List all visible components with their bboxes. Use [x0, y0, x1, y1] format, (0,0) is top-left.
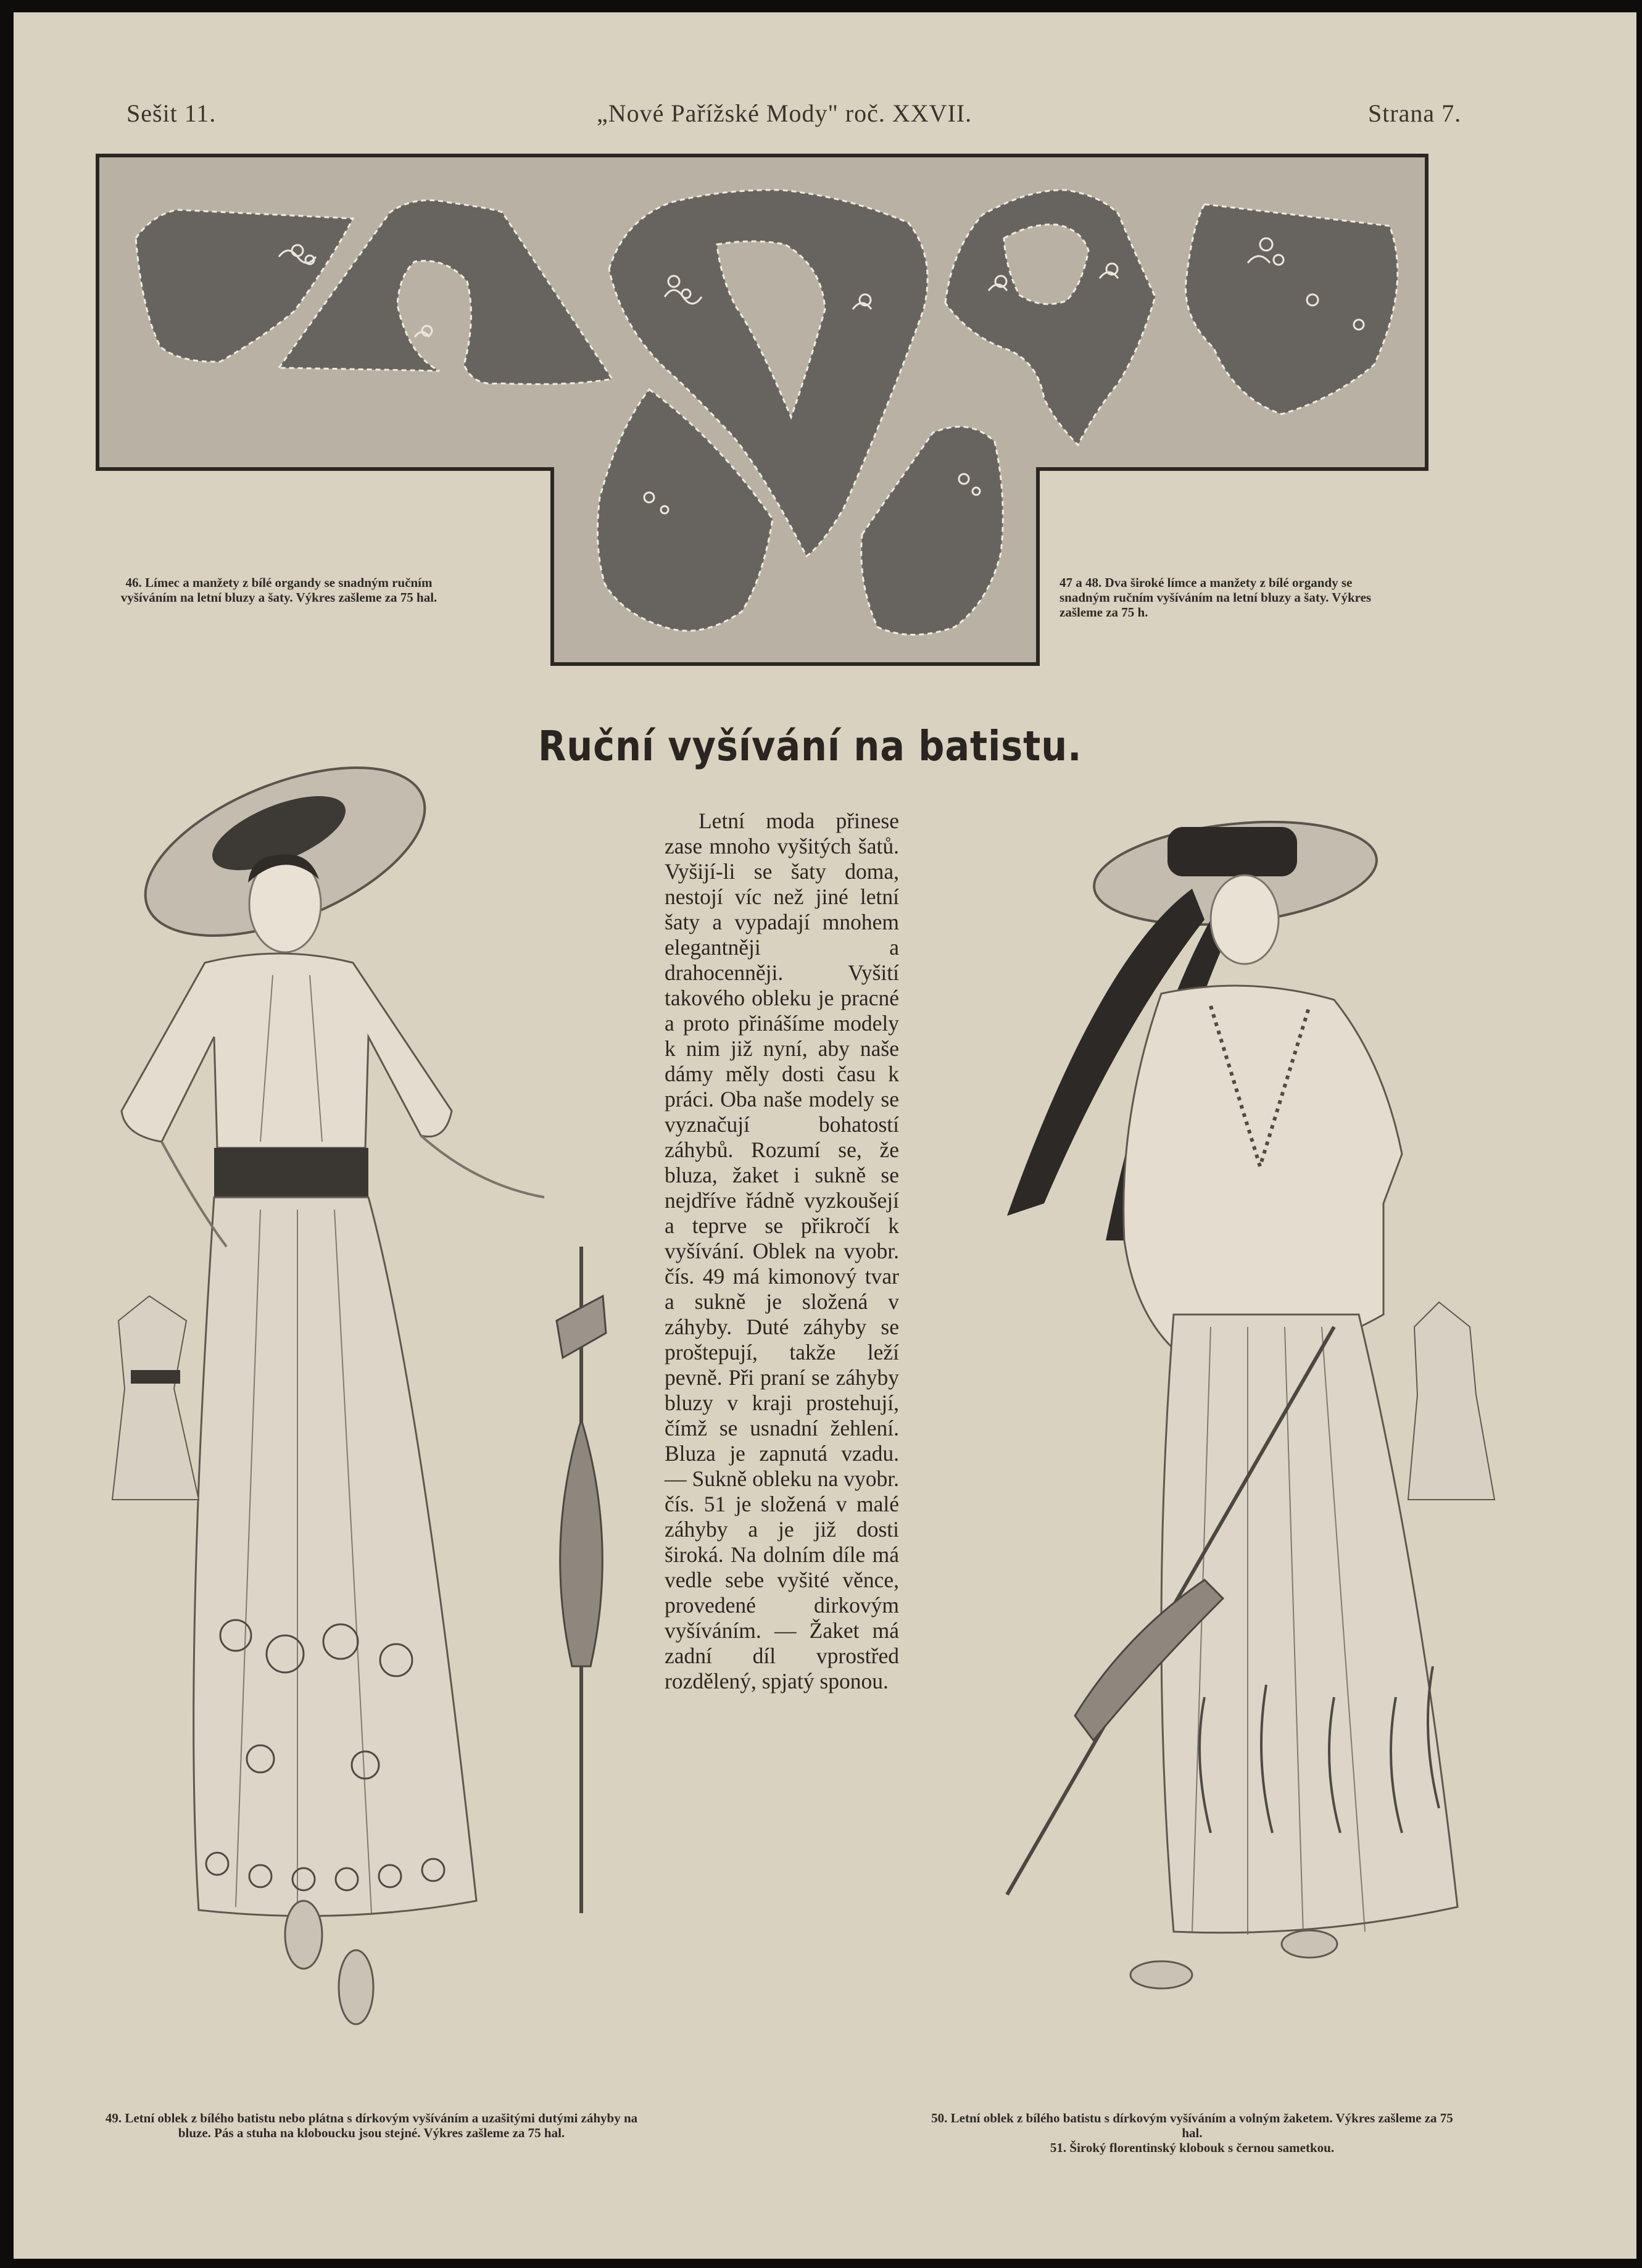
article-body	[665, 808, 899, 1694]
caption-fig51: 51. Široký florentinský klobouk s černou sametkou.	[1050, 2140, 1335, 2155]
fashion-illustration-50	[914, 771, 1532, 2080]
fashion-illustration-49	[75, 741, 668, 2080]
article-title: Ruční vyšívání na batistu.	[538, 722, 1082, 770]
caption-fig49: 49. Letní oblek z bílého batistu nebo plátna s dírkovým vyšíváním a uzašitými dutými záhyby na bluze. Pás a stuha na kloboucku jsou stejné. Výkres zašleme za 75 hal.	[105, 2111, 638, 2140]
magazine-page	[14, 12, 1636, 2259]
caption-fig50: 50. Letní oblek z bílého batistu s dírkovým vyšíváním a volným žaketem. Výkres zašleme za 75 hal.	[931, 2111, 1453, 2140]
header-magazine-title: „Nové Pařížské Mody" roč. XXVII.	[597, 99, 972, 127]
header-page-number: Strana 7.	[1368, 99, 1462, 127]
header-issue: Sešit 11.	[126, 99, 217, 127]
caption-fig46: 46. Límec a manžety z bílé organdy se snadným ručním vyšíváním na letní bluzy a šaty. Výkres zašleme za 75 hal.	[120, 575, 437, 605]
article-body-paragraph: Letní moda přinese zase mnoho vyšitých šatů. Vyšijí-li se šaty doma, nestojí víc než jiné letní šaty a vypadají mnohem elegantněji a drahocenněji. Vyšití takového obleku je pracné a proto přinášíme modely k nim již nyní, aby naše dámy měly dosti času k práci. Oba naše modely se vyznačují bohatostí záhybů. Rozumí se, že bluza, žaket i sukně se nejdříve řádně vyzkoušejí a teprve se přikročí k vyšívání. Oblek na vyobr. čís. 49 má kimonový tvar a sukně je složená v záhyby. Duté záhyby se proštepují, takže leží pevně. Při praní se záhyby bluzy v kraji prostehují, čímž se usnadní žehlení. Bluza je zapnutá vzadu. — Sukně obleku na vyobr. čís. 51 je složená v malé záhyby a je již dosti široká. Na dolním díle má vedle sebe vyšité věnce, provedené dirkovým vyšíváním. — Žaket má zadní díl vprostřed rozdělený, spjatý sponou.	[665, 808, 899, 1693]
caption-fig47-48: 47 a 48. Dva široké límce a manžety z bílé organdy se snadným ručním vyšíváním na letní bluzy a šaty. Výkres zašleme za 75 h.	[1059, 575, 1372, 620]
